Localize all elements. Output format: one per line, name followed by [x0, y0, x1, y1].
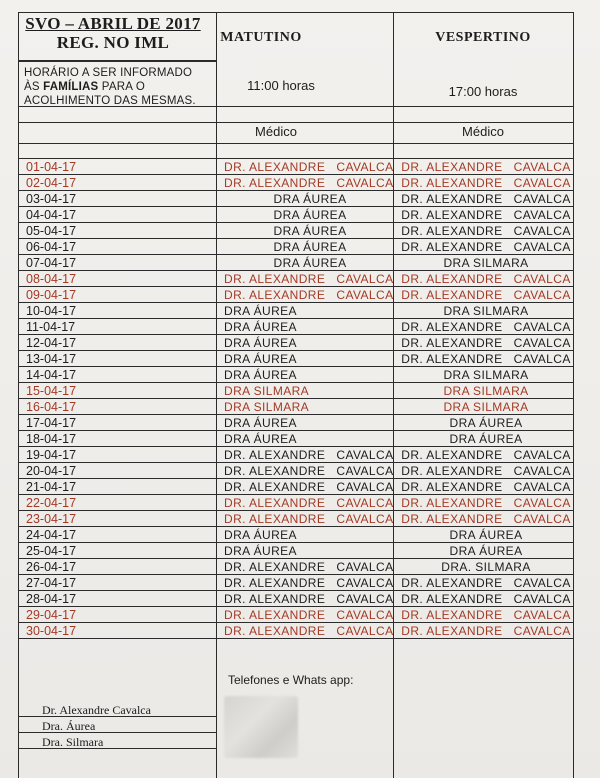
row-afternoon-doctor: DRA. SILMARA — [441, 560, 531, 574]
row-morning-doctor: DR. ALEXANDRE CAVALCA — [224, 480, 394, 494]
row-morning-doctor: DR. ALEXANDRE CAVALCA — [224, 448, 394, 462]
table-row — [18, 191, 574, 207]
table-row — [18, 415, 574, 431]
row-date: 14-04-17 — [26, 368, 77, 382]
row-afternoon-doctor: DR. ALEXANDRE CAVALCA — [401, 480, 571, 494]
row-afternoon-doctor: DR. ALEXANDRE CAVALCA — [401, 208, 571, 222]
table-row — [18, 383, 574, 399]
row-morning-doctor: DRA ÁUREA — [273, 240, 347, 254]
row-afternoon-doctor: DR. ALEXANDRE CAVALCA — [401, 512, 571, 526]
row-date: 11-04-17 — [26, 320, 76, 334]
row-date: 26-04-17 — [26, 560, 77, 574]
row-date: 07-04-17 — [26, 256, 77, 270]
table-row — [18, 495, 574, 511]
table-row — [18, 271, 574, 287]
row-date: 10-04-17 — [26, 304, 77, 318]
row-morning-doctor: DRA ÁUREA — [273, 192, 347, 206]
row-date: 08-04-17 — [26, 272, 77, 286]
table-row — [18, 335, 574, 351]
row-morning-doctor: DRA ÁUREA — [224, 368, 297, 382]
row-afternoon-doctor: DR. ALEXANDRE CAVALCA — [401, 176, 571, 190]
page-title — [18, 14, 208, 52]
row-date: 19-04-17 — [26, 448, 77, 462]
medico-label-afternoon: Médico — [462, 124, 504, 139]
info-line-2 — [24, 80, 210, 94]
table-row — [18, 255, 574, 271]
row-afternoon-doctor: DR. ALEXANDRE CAVALCA — [401, 608, 571, 622]
row-date: 20-04-17 — [26, 464, 77, 478]
table-row — [18, 159, 574, 175]
row-afternoon-doctor: DR. ALEXANDRE CAVALCA — [401, 352, 571, 366]
table-row — [18, 239, 574, 255]
table-row — [18, 175, 574, 191]
row-date: 03-04-17 — [26, 192, 77, 206]
row-date: 15-04-17 — [26, 384, 77, 398]
row-morning-doctor: DRA ÁUREA — [224, 352, 297, 366]
row-afternoon-doctor: DR. ALEXANDRE CAVALCA — [401, 448, 571, 462]
table-row — [18, 287, 574, 303]
table-row — [18, 319, 574, 335]
row-date: 21-04-17 — [26, 480, 77, 494]
row-morning-doctor: DRA ÁUREA — [224, 320, 297, 334]
row-afternoon-doctor: DR. ALEXANDRE CAVALCA — [401, 624, 571, 638]
row-morning-doctor: DRA ÁUREA — [224, 528, 297, 542]
medico-top-line — [18, 122, 574, 123]
table-row — [18, 223, 574, 239]
row-morning-doctor: DR. ALEXANDRE CAVALCA — [224, 272, 394, 286]
table-row — [18, 447, 574, 463]
row-morning-doctor: DR. ALEXANDRE CAVALCA — [224, 176, 394, 190]
row-morning-doctor: DR. ALEXANDRE CAVALCA — [224, 624, 394, 638]
table-row — [18, 623, 574, 639]
row-date: 09-04-17 — [26, 288, 77, 302]
redacted-phone-numbers — [224, 696, 298, 758]
table-row — [18, 591, 574, 607]
table-row — [18, 527, 574, 543]
row-date: 27-04-17 — [26, 576, 77, 590]
row-afternoon-doctor: DR. ALEXANDRE CAVALCA — [401, 320, 571, 334]
row-morning-doctor: DRA ÁUREA — [224, 544, 297, 558]
row-afternoon-doctor: DRA ÁUREA — [449, 416, 523, 430]
row-date: 17-04-17 — [26, 416, 77, 430]
info-line-2-bold: FAMÍLIAS — [43, 81, 99, 93]
row-date: 05-04-17 — [26, 224, 77, 238]
table-row — [18, 431, 574, 447]
row-morning-doctor: DR. ALEXANDRE CAVALCA — [224, 576, 394, 590]
row-afternoon-doctor: DRA ÁUREA — [449, 528, 523, 542]
row-afternoon-doctor: DR. ALEXANDRE CAVALCA — [401, 240, 571, 254]
row-morning-doctor: DRA SILMARA — [224, 400, 310, 414]
table-row — [18, 543, 574, 559]
row-afternoon-doctor: DR. ALEXANDRE CAVALCA — [401, 336, 571, 350]
row-date: 13-04-17 — [26, 352, 77, 366]
row-afternoon-doctor: DRA ÁUREA — [449, 544, 523, 558]
grid-top-border — [18, 12, 574, 13]
row-afternoon-doctor: DRA ÁUREA — [449, 432, 523, 446]
row-morning-doctor: DRA SILMARA — [224, 384, 310, 398]
table-row — [18, 559, 574, 575]
row-date: 28-04-17 — [26, 592, 77, 606]
row-afternoon-doctor: DR. ALEXANDRE CAVALCA — [401, 576, 571, 590]
row-afternoon-doctor: DR. ALEXANDRE CAVALCA — [401, 496, 571, 510]
row-morning-doctor: DR. ALEXANDRE CAVALCA — [224, 560, 394, 574]
table-row — [18, 351, 574, 367]
row-afternoon-doctor: DR. ALEXANDRE CAVALCA — [401, 464, 571, 478]
row-morning-doctor: DRA ÁUREA — [224, 432, 297, 446]
info-line-2-suffix: PARA O — [98, 81, 145, 93]
contact-name-2: Dra. Áurea — [42, 719, 96, 733]
table-row — [18, 367, 574, 383]
row-date: 02-04-17 — [26, 176, 77, 190]
table-row — [18, 399, 574, 415]
row-afternoon-doctor: DRA SILMARA — [443, 256, 529, 270]
row-afternoon-doctor: DRA SILMARA — [443, 400, 529, 414]
row-afternoon-doctor: DR. ALEXANDRE CAVALCA — [401, 192, 571, 206]
row-morning-doctor: DR. ALEXANDRE CAVALCA — [224, 496, 394, 510]
medico-bottom-line — [18, 143, 574, 144]
row-date: 23-04-17 — [26, 512, 77, 526]
row-date: 25-04-17 — [26, 544, 77, 558]
row-morning-doctor: DRA ÁUREA — [273, 208, 347, 222]
column-header-morning: MATUTINO — [220, 30, 302, 45]
row-morning-doctor: DRA ÁUREA — [273, 256, 347, 270]
row-morning-doctor: DRA ÁUREA — [224, 416, 297, 430]
info-line-3: ACOLHIMENTO DAS MESMAS. — [24, 95, 196, 107]
medico-label-morning: Médico — [255, 124, 297, 139]
row-date: 24-04-17 — [26, 528, 77, 542]
row-date: 06-04-17 — [26, 240, 77, 254]
phones-label: Telefones e Whats app: — [228, 673, 354, 687]
row-afternoon-doctor: DR. ALEXANDRE CAVALCA — [401, 224, 571, 238]
row-afternoon-doctor: DR. ALEXANDRE CAVALCA — [401, 160, 571, 174]
row-afternoon-doctor: DR. ALEXANDRE CAVALCA — [401, 288, 571, 302]
title-line-1: SVO – ABRIL DE 2017 — [25, 14, 201, 33]
row-afternoon-doctor: DRA SILMARA — [443, 368, 529, 382]
row-date: 22-04-17 — [26, 496, 77, 510]
row-morning-doctor: DR. ALEXANDRE CAVALCA — [224, 592, 394, 606]
row-afternoon-doctor: DR. ALEXANDRE CAVALCA — [401, 592, 571, 606]
column-header-afternoon: VESPERTINO — [435, 30, 531, 45]
table-row — [18, 607, 574, 623]
row-morning-doctor: DR. ALEXANDRE CAVALCA — [224, 288, 394, 302]
info-text — [24, 66, 210, 108]
row-morning-doctor: DR. ALEXANDRE CAVALCA — [224, 608, 394, 622]
table-row — [18, 463, 574, 479]
title-line-2: REG. NO IML — [56, 33, 170, 52]
row-morning-doctor: DR. ALEXANDRE CAVALCA — [224, 160, 394, 174]
contact-name-1: Dr. Alexandre Cavalca — [42, 703, 151, 717]
table-row — [18, 511, 574, 527]
table-row — [18, 303, 574, 319]
row-afternoon-doctor: DR. ALEXANDRE CAVALCA — [401, 272, 571, 286]
row-morning-doctor: DRA ÁUREA — [273, 224, 347, 238]
row-afternoon-doctor: DRA SILMARA — [443, 304, 529, 318]
row-date: 18-04-17 — [26, 432, 77, 446]
table-row — [18, 575, 574, 591]
row-divider — [18, 638, 574, 639]
table-row — [18, 479, 574, 495]
row-morning-doctor: DR. ALEXANDRE CAVALCA — [224, 464, 394, 478]
row-date: 30-04-17 — [26, 624, 77, 638]
info-line-1: HORÁRIO A SER INFORMADO — [24, 67, 193, 79]
row-morning-doctor: DRA ÁUREA — [224, 304, 297, 318]
row-date: 29-04-17 — [26, 608, 77, 622]
info-line-2-prefix: ÀS — [24, 81, 44, 93]
hour-morning: 11:00 horas — [247, 78, 315, 93]
row-date: 01-04-17 — [26, 160, 77, 174]
row-date: 12-04-17 — [26, 336, 77, 350]
contact-name-3: Dra. Silmara — [42, 735, 104, 749]
row-afternoon-doctor: DRA SILMARA — [443, 384, 529, 398]
header-divider — [18, 60, 216, 62]
row-date: 16-04-17 — [26, 400, 77, 414]
row-morning-doctor: DR. ALEXANDRE CAVALCA — [224, 512, 394, 526]
row-morning-doctor: DRA ÁUREA — [224, 336, 297, 350]
hour-afternoon: 17:00 horas — [448, 84, 518, 99]
row-date: 04-04-17 — [26, 208, 77, 222]
table-row — [18, 207, 574, 223]
